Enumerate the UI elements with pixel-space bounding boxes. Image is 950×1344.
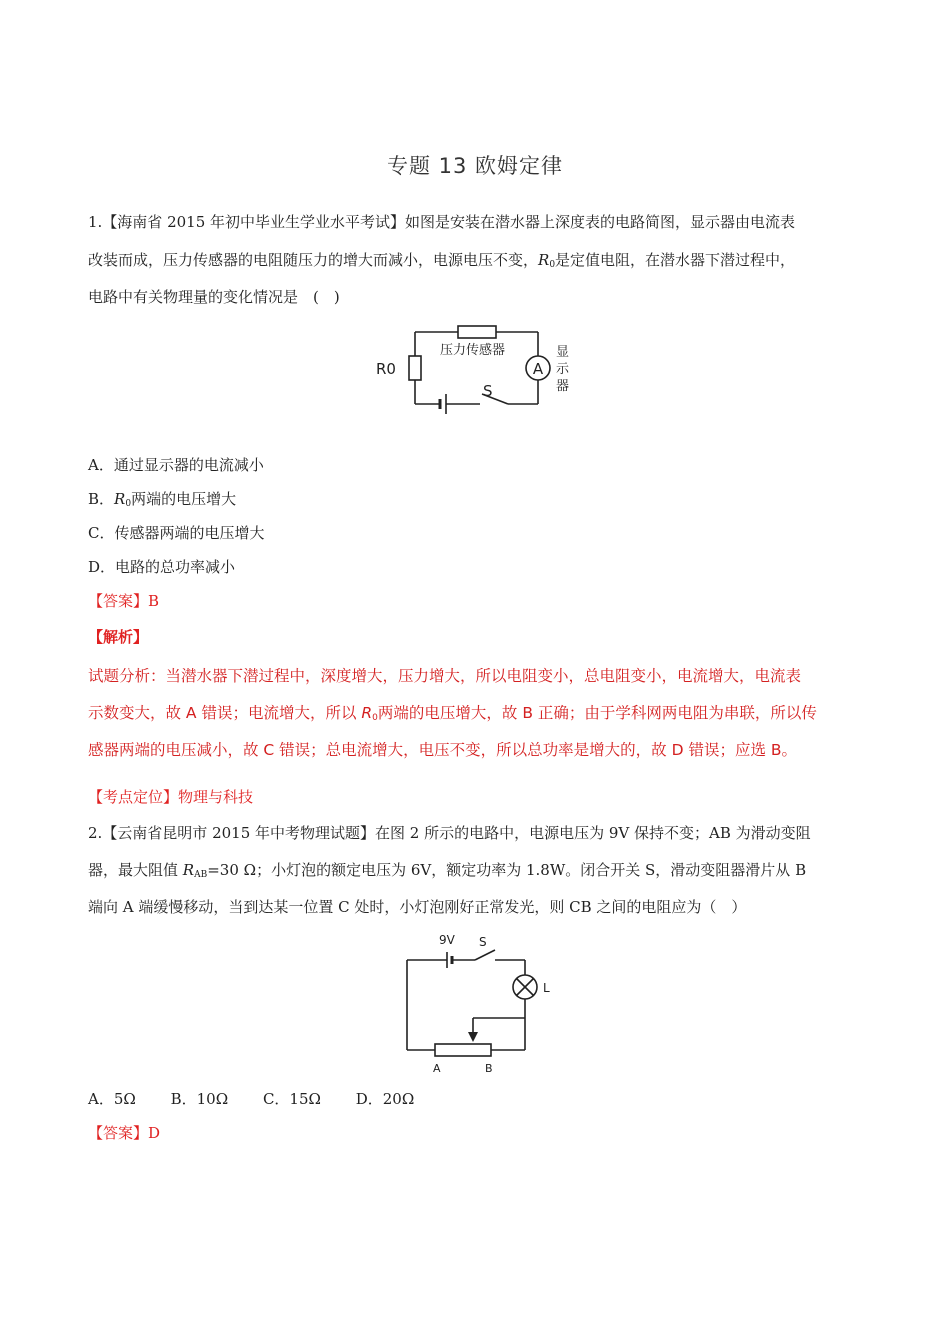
q1-analysis-text-2: 两端的电压增大，故 B 正确；由于学科网两电阻为串联，所以传 <box>377 704 817 722</box>
q1-option-b-sub: 0 <box>125 499 132 509</box>
q2-answer-value: D <box>148 1124 161 1142</box>
q2-stem-text: 器，最大阻值 <box>88 861 183 879</box>
q2-stem-line-1: 2.【云南省昆明市 2015 年中考物理试题】在图 2 所示的电路中，电源电压为 9V 保持不变；AB 为滑动变阻 <box>88 824 811 842</box>
q1-option-b <box>88 488 236 509</box>
q1-stem-var: R <box>538 251 550 269</box>
q1-option-b-prefix: B． <box>88 490 115 508</box>
r0-label: R0 <box>376 360 396 378</box>
q2-stem-line-3: 端向 A 端缓慢移动，当到达某一位置 C 处时，小灯泡刚好正常发光，则 CB 之间的电阻应为（ ） <box>88 898 747 916</box>
q1-stem-sub: 0 <box>549 260 556 270</box>
q1-option-b-var: R <box>114 490 126 508</box>
sensor-label: 压力传感器 <box>440 343 506 358</box>
end-a-label: A <box>433 1062 441 1075</box>
q1-answer <box>88 590 868 611</box>
q1-kaodian-value: 物理与科技 <box>178 788 254 806</box>
slider-arrow-head <box>468 1032 478 1042</box>
switch-blade <box>475 950 495 960</box>
q1-analysis-line-3: 感器两端的电压减小，故 C 错误；总电流增大，电压不变，所以总功率是增大的，故 D 错误；应选 B。 <box>88 741 798 759</box>
q1-stem-line-1: 1.【海南省 2015 年初中毕业生学业水平考试】如图是安装在潜水器上深度表的电路简图，显示器由电流表 <box>88 213 796 231</box>
q2-answer-label: 【答案】 <box>88 1124 149 1142</box>
q1-option-b-text: 两端的电压增大 <box>131 490 237 508</box>
r0-resistor <box>409 356 421 380</box>
q2-option-d: D．20Ω <box>355 1090 415 1108</box>
q1-kaodian <box>88 786 868 807</box>
q1-analysis-sub: 0 <box>372 713 378 723</box>
end-b-label: B <box>485 1062 493 1075</box>
q1-analysis-line-2 <box>88 701 868 723</box>
q2-option-a: A．5Ω <box>88 1090 136 1108</box>
q2-options <box>88 1088 444 1109</box>
q2-circuit-diagram <box>395 928 565 1078</box>
lamp-label: L <box>543 981 550 995</box>
q2-stem-var: R <box>182 861 195 879</box>
q1-stem-text-2: 是定值电阻，在潜水器下潜过程中， <box>555 251 796 269</box>
q1-stem-text: 改装而成，压力传感器的电阻随压力的增大而减小，电源电压不变， <box>88 251 539 269</box>
q1-option-d: D．电路的总功率减小 <box>88 558 236 576</box>
q1-analysis-label: 【解析】 <box>88 628 149 646</box>
q1-option-a: A．通过显示器的电流减小 <box>88 456 264 474</box>
q1-stem-line-2 <box>88 249 868 270</box>
page-title: 专题 13 欧姆定律 <box>386 154 564 178</box>
q2-option-b: B．10Ω <box>170 1090 229 1108</box>
switch-label: S <box>479 935 487 949</box>
q2-answer <box>88 1122 868 1143</box>
pressure-sensor-resistor <box>458 326 496 338</box>
display-label-2: 示 <box>556 362 570 377</box>
q2-stem-sub: AB <box>194 870 208 880</box>
q2-option-c: C．15Ω <box>262 1090 321 1108</box>
q1-analysis-text: 示数变大，故 A 错误；电流增大，所以 <box>88 704 362 722</box>
q1-circuit-diagram <box>370 320 590 420</box>
q1-option-c: C．传感器两端的电压增大 <box>88 524 265 542</box>
q1-answer-value: B <box>148 592 160 610</box>
switch-label: S <box>483 382 493 400</box>
battery-label: 9V <box>439 933 455 947</box>
display-label-3: 器 <box>556 379 570 394</box>
display-label-1: 显 <box>556 345 570 360</box>
q1-analysis-var: R <box>361 704 373 722</box>
q1-stem-line-3: 电路中有关物理量的变化情况是 ( ) <box>88 288 340 306</box>
q1-analysis-line-1: 试题分析：当潜水器下潜过程中，深度增大，压力增大，所以电阻变小，总电阻变小，电流增大，电流表 <box>88 667 802 685</box>
q1-answer-label: 【答案】 <box>88 592 149 610</box>
q2-stem-line-2 <box>88 859 868 880</box>
q1-kaodian-label: 【考点定位】 <box>88 788 179 806</box>
ammeter-label: A <box>532 360 544 378</box>
q2-stem-text-2: =30 Ω；小灯泡的额定电压为 6V，额定功率为 1.8W。闭合开关 S，滑动变阻器滑片从 B <box>207 861 807 879</box>
rheostat <box>435 1044 491 1056</box>
